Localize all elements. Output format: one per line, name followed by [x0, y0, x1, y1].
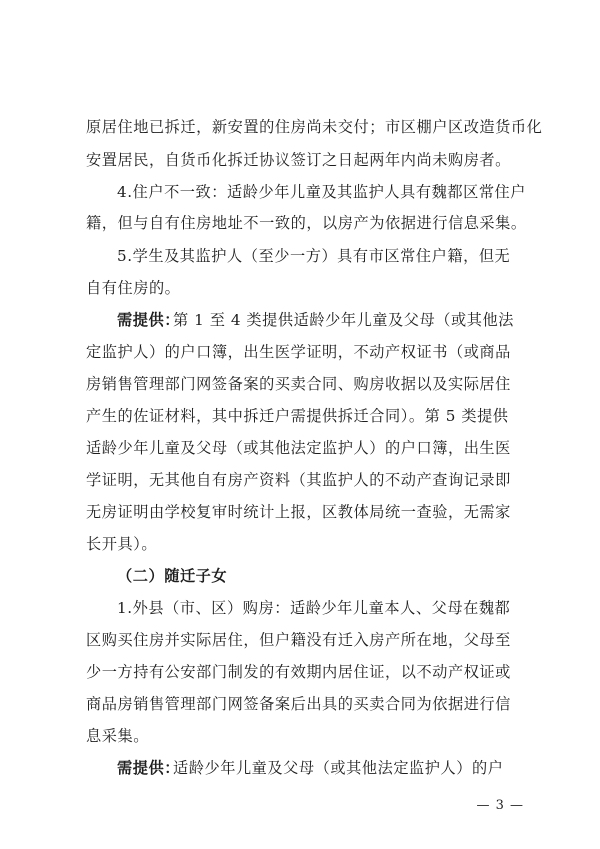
- line-text: 适龄少年儿童及父母（或其他法定监护人）的户: [173, 759, 504, 777]
- line-text: 房销售管理部门网签备案的买卖合同、购房收据以及实际居住: [86, 375, 511, 393]
- paragraph-line: [0, 438, 600, 466]
- line-text: 适龄少年儿童及父母（或其他法定监护人）的户口簿，出生医: [86, 439, 511, 457]
- line-text: 4.住户不一致：适龄少年儿童及其监护人具有魏都区常住户: [117, 183, 527, 201]
- paragraph-line: [0, 310, 600, 338]
- line-text: 原居住地已拆迁，新安置的住房尚未交付；市区棚户区改造货币化: [86, 118, 543, 136]
- paragraph-line: [0, 342, 600, 370]
- line-text: 少一方持有公安部门制发的有效期内居住证，以不动产权证或: [86, 663, 511, 681]
- paragraph-line: [0, 694, 600, 722]
- line-text: 5.学生及其监护人（至少一方）具有市区常住户籍，但无: [117, 247, 511, 265]
- line-text: 第 1 至 4 类提供适龄少年儿童及父母（或其他法: [173, 311, 514, 329]
- line-text: 学证明，无其他自有房产资料（其监护人的不动产查询记录即: [86, 471, 511, 489]
- paragraph-line: [0, 182, 600, 210]
- line-text: 无房证明由学校复审时统计上报，区教体局统一查验，无需家: [86, 503, 511, 521]
- line-text: 长开具）。: [86, 535, 158, 553]
- paragraph-line: [0, 758, 600, 786]
- paragraph-line: [0, 598, 600, 626]
- paragraph-line: [0, 662, 600, 690]
- line-text: 籍，但与自有住房地址不一致的，以房产为依据进行信息采集。: [86, 214, 527, 232]
- required-label: 需提供：: [117, 311, 180, 329]
- paragraph-line: [0, 534, 600, 562]
- paragraph-line: [0, 150, 600, 178]
- line-text: 自有住房的。: [86, 279, 181, 297]
- section-heading-text: （二）随迁子女: [117, 567, 228, 585]
- paragraph-line: [0, 470, 600, 498]
- paragraph-line: [0, 374, 600, 402]
- section-heading: [0, 566, 600, 594]
- page-number: — 3 —: [476, 798, 524, 813]
- paragraph-line: [0, 630, 600, 658]
- line-text: 1.外县（市、区）购房：适龄少年儿童本人、父母在魏都: [117, 599, 511, 617]
- line-text: 安置居民，自货币化拆迁协议签订之日起两年内尚未购房者。: [86, 151, 511, 169]
- required-label: 需提供：: [117, 759, 180, 777]
- line-text: 区购买住房并实际居住，但户籍没有迁入房产所在地，父母至: [86, 631, 511, 649]
- paragraph-line: [0, 117, 600, 145]
- line-text: 定监护人）的户口簿，出生医学证明，不动产权证书（或商品: [86, 343, 511, 361]
- paragraph-line: [0, 278, 600, 306]
- paragraph-line: [0, 406, 600, 434]
- line-text: 息采集。: [86, 727, 149, 745]
- paragraph-line: [0, 246, 600, 274]
- line-text: 商品房销售管理部门网签备案后出具的买卖合同为依据进行信: [86, 695, 511, 713]
- paragraph-line: [0, 502, 600, 530]
- paragraph-line: [0, 726, 600, 754]
- paragraph-line: [0, 213, 600, 241]
- line-text: 产生的佐证材料，其中拆迁户需提供拆迁合同）。第 5 类提供: [86, 407, 509, 425]
